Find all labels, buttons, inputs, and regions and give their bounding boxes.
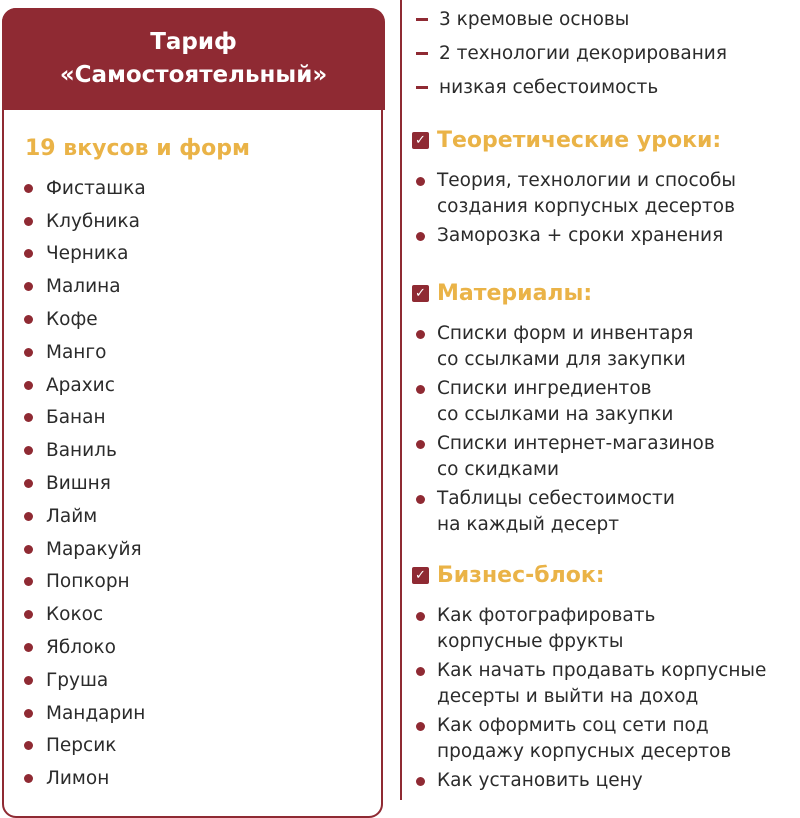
flavor-item <box>24 434 146 467</box>
tariff-header <box>2 8 385 110</box>
flavor-item <box>24 533 146 566</box>
bullet-dot-icon <box>24 643 33 652</box>
bullet-dot-icon <box>24 577 33 586</box>
business-section <box>412 560 800 797</box>
bullet-dot-icon <box>24 512 33 521</box>
bullet-dot-icon <box>24 741 33 750</box>
flavor-item-text: Малина <box>46 276 121 298</box>
flavor-item-text: Ваниль <box>46 440 117 462</box>
tariff-card <box>0 0 385 800</box>
flavor-item <box>24 303 146 336</box>
flavor-item <box>24 762 146 795</box>
bullet-dot-icon <box>24 184 33 193</box>
bullet-dot-icon <box>24 217 33 226</box>
theory-list <box>412 168 800 249</box>
materials-item-text: Таблицы себестоимости на каждый десерт <box>437 488 675 535</box>
flavor-item <box>24 631 146 664</box>
bullet-dot-icon <box>24 446 33 455</box>
bullet-dot-icon <box>24 479 33 488</box>
column-divider <box>400 0 402 800</box>
bases-section <box>412 2 800 104</box>
flavor-item <box>24 697 146 730</box>
business-item <box>412 713 800 765</box>
flavor-item-text: Попкорн <box>46 571 130 593</box>
base-item-text: 2 технологии декорирования <box>439 42 727 64</box>
bullet-dot-icon <box>416 177 425 186</box>
materials-title: Материалы: <box>437 280 593 306</box>
flavor-item <box>24 270 146 303</box>
tariff-label: Тариф <box>150 29 237 55</box>
tariff-name: «Самостоятельный» <box>59 62 328 88</box>
business-heading <box>412 560 800 590</box>
bullet-dot-icon <box>24 381 33 390</box>
base-item <box>412 36 800 70</box>
bullet-dot-icon <box>24 315 33 324</box>
flavor-item-text: Вишня <box>46 473 111 495</box>
flavor-item-text: Груша <box>46 669 109 691</box>
flavor-item <box>24 205 146 238</box>
dash-icon <box>416 18 428 21</box>
business-item <box>412 603 800 655</box>
flavor-item-text: Яблоко <box>46 637 116 659</box>
flavor-item <box>24 664 146 697</box>
flavor-item-text: Кофе <box>46 309 98 331</box>
flavor-item-text: Клубника <box>46 210 140 232</box>
materials-item <box>412 321 800 373</box>
materials-item-text: Списки ингредиентов со ссылками на закупки <box>437 378 674 425</box>
checkbox-checked-icon: ✓ <box>412 285 429 302</box>
flavor-item-text: Кокос <box>46 604 104 626</box>
business-list <box>412 603 800 794</box>
business-item-text: Как начать продавать корпусные десерты и выйти на доход <box>437 660 767 707</box>
flavor-item-text: Фисташка <box>46 177 146 199</box>
flavor-item <box>24 566 146 599</box>
theory-section <box>412 125 800 252</box>
theory-title: Теоретические уроки: <box>437 127 722 153</box>
flavor-list <box>24 172 146 795</box>
checkbox-checked-icon: ✓ <box>412 567 429 584</box>
flavor-item <box>24 369 146 402</box>
dash-icon <box>416 86 428 89</box>
materials-list <box>412 321 800 538</box>
bullet-dot-icon <box>416 722 425 731</box>
materials-heading <box>412 278 800 308</box>
bullet-dot-icon <box>24 676 33 685</box>
bullet-dot-icon <box>24 282 33 291</box>
business-item-text: Как установить цену <box>437 770 643 791</box>
theory-item-text: Теория, технологии и способы создания корпусных десертов <box>437 170 736 217</box>
bases-list <box>412 2 800 104</box>
flavor-item-text: Черника <box>46 243 129 265</box>
flavor-item-text: Персик <box>46 735 117 757</box>
base-item-text: 3 кремовые основы <box>439 8 630 30</box>
materials-item <box>412 486 800 538</box>
bullet-dot-icon <box>416 232 425 241</box>
theory-item-text: Заморозка + сроки хранения <box>437 225 724 246</box>
flavor-item-text: Арахис <box>46 374 115 396</box>
bullet-dot-icon <box>24 709 33 718</box>
theory-item <box>412 223 800 249</box>
bullet-dot-icon <box>416 385 425 394</box>
business-item-text: Как оформить соц сети под продажу корпусных десертов <box>437 715 732 762</box>
base-item-text: низкая себестоимость <box>439 76 659 98</box>
flavor-item <box>24 402 146 435</box>
business-title: Бизнес-блок: <box>437 562 605 588</box>
bullet-dot-icon <box>416 777 425 786</box>
dash-icon <box>416 52 428 55</box>
bullet-dot-icon <box>24 413 33 422</box>
theory-item <box>412 168 800 220</box>
flavor-item <box>24 730 146 763</box>
bullet-dot-icon <box>416 612 425 621</box>
business-item <box>412 658 800 710</box>
theory-heading <box>412 125 800 155</box>
flavor-item <box>24 172 146 205</box>
bullet-dot-icon <box>416 440 425 449</box>
flavor-item <box>24 336 146 369</box>
bullet-dot-icon <box>24 610 33 619</box>
materials-item <box>412 431 800 483</box>
flavor-item-text: Лайм <box>46 505 98 527</box>
base-item <box>412 2 800 36</box>
flavor-item <box>24 500 146 533</box>
bullet-dot-icon <box>24 545 33 554</box>
materials-item <box>412 376 800 428</box>
materials-section <box>412 278 800 541</box>
flavor-item-text: Манго <box>46 341 107 363</box>
bullet-dot-icon <box>416 330 425 339</box>
flavors-title: 19 вкусов и форм <box>25 136 250 161</box>
bullet-dot-icon <box>24 774 33 783</box>
flavor-item-text: Банан <box>46 407 106 429</box>
materials-item-text: Списки форм и инвентаря со ссылками для закупки <box>437 323 694 370</box>
bullet-dot-icon <box>416 667 425 676</box>
base-item <box>412 70 800 104</box>
business-item <box>412 768 800 794</box>
flavor-item-text: Лимон <box>46 768 110 790</box>
flavor-item <box>24 598 146 631</box>
materials-item-text: Списки интернет-магазинов со скидками <box>437 433 715 480</box>
bullet-dot-icon <box>24 348 33 357</box>
flavor-item-text: Маракуйя <box>46 538 142 560</box>
business-item-text: Как фотографировать корпусные фрукты <box>437 605 656 652</box>
bullet-dot-icon <box>24 249 33 258</box>
bullet-dot-icon <box>416 495 425 504</box>
checkbox-checked-icon: ✓ <box>412 132 429 149</box>
flavor-item-text: Мандарин <box>46 702 146 724</box>
flavor-item <box>24 238 146 271</box>
flavor-item <box>24 467 146 500</box>
